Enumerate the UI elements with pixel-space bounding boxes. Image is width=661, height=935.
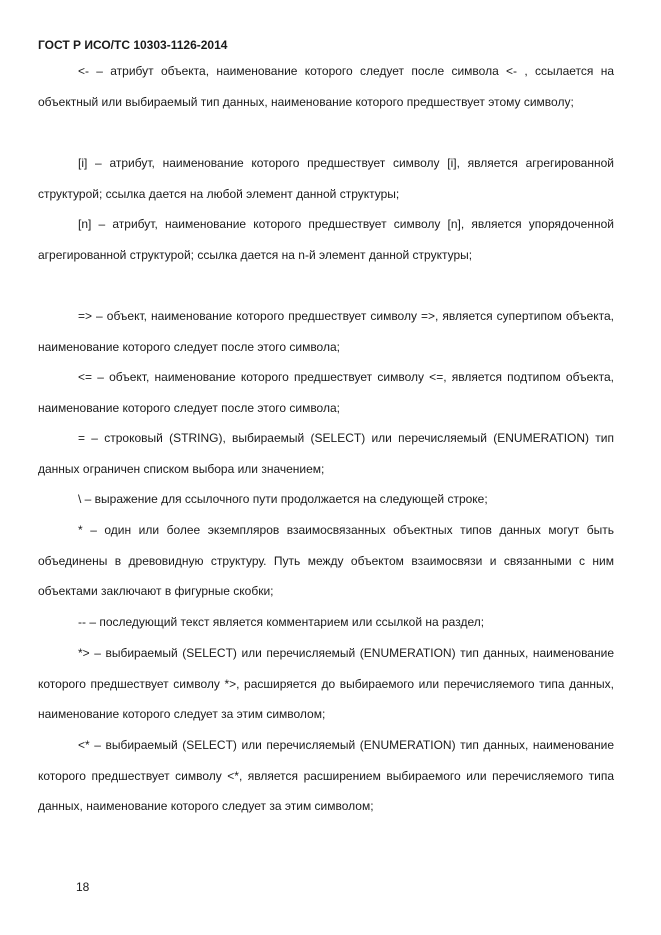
definition-text: – выбираемый (SELECT) или перечисляемый (ENUMERATION) тип данных, наименование которого предшествует символу *>, расширяется до выбираемого или перечисляемого типа данных, наименование которого следует за этим символом; [38, 646, 614, 721]
definition-paragraph [38, 607, 614, 638]
symbol: <* [78, 738, 90, 752]
definition-paragraph [38, 515, 614, 607]
definition-paragraph [38, 730, 614, 822]
definition-text: – атрибут объекта, наименование которого следует после символа <- , ссылается на объектный или выбираемый тип данных, наименование которого предшествует этому символу; [38, 64, 614, 109]
definition-paragraph [38, 638, 614, 730]
definition-paragraph [38, 148, 614, 209]
definition-text: – строковый (STRING), выбираемый (SELECT) или перечисляемый (ENUMERATION) тип данных ограничен списком выбора или значением; [38, 431, 614, 476]
definition-text: – один или более экземпляров взаимосвязанных объектных типов данных могут быть объединены в древовидную структуру. Путь между объектом взаимосвязи и связанными с ним объектами заключают в фигурные скобки; [38, 523, 614, 598]
symbol: * [78, 523, 83, 537]
definition-paragraph [38, 484, 614, 515]
document-header: ГОСТ Р ИСО/ТС 10303-1126-2014 [38, 38, 228, 52]
definition-text: – выбираемый (SELECT) или перечисляемый (ENUMERATION) тип данных, наименование которого предшествует символу <*, является расширением выбираемого или перечисляемого типа данных, наименование которого следует за этим символом; [38, 738, 614, 813]
definition-text: – объект, наименование которого предшествует символу <=, является подтипом объекта, наименование которого следует после этого символа; [38, 370, 614, 415]
definition-paragraph [38, 56, 614, 117]
symbol: <- [78, 64, 90, 78]
symbol: => [78, 309, 93, 323]
page-number: 18 [76, 880, 90, 894]
definition-text: – атрибут, наименование которого предшествует символу [n], является упорядоченной агрегированной структурой; ссылка дается на n-й элемент данной структуры; [38, 217, 614, 262]
symbol: [n] [78, 217, 92, 231]
symbol: [i] [78, 156, 88, 170]
definition-text: – атрибут, наименование которого предшествует символу [i], является агрегированной структурой; ссылка дается на любой элемент данной структуры; [38, 156, 614, 201]
symbol: -- [78, 615, 86, 629]
symbol: = [78, 431, 86, 445]
definition-text: – объект, наименование которого предшествует символу =>, является супертипом объекта, наименование которого следует после этого символа; [38, 309, 614, 354]
definition-paragraph [38, 301, 614, 362]
definition-text: – последующий текст является комментарием или ссылкой на раздел; [86, 615, 485, 629]
definition-paragraph [38, 362, 614, 423]
definition-paragraph [38, 423, 614, 484]
symbol: <= [78, 370, 93, 384]
definition-text: – выражение для ссылочного пути продолжается на следующей строке; [81, 492, 488, 506]
symbol: \ [78, 492, 82, 506]
definition-paragraph [38, 209, 614, 270]
symbol: *> [78, 646, 90, 660]
